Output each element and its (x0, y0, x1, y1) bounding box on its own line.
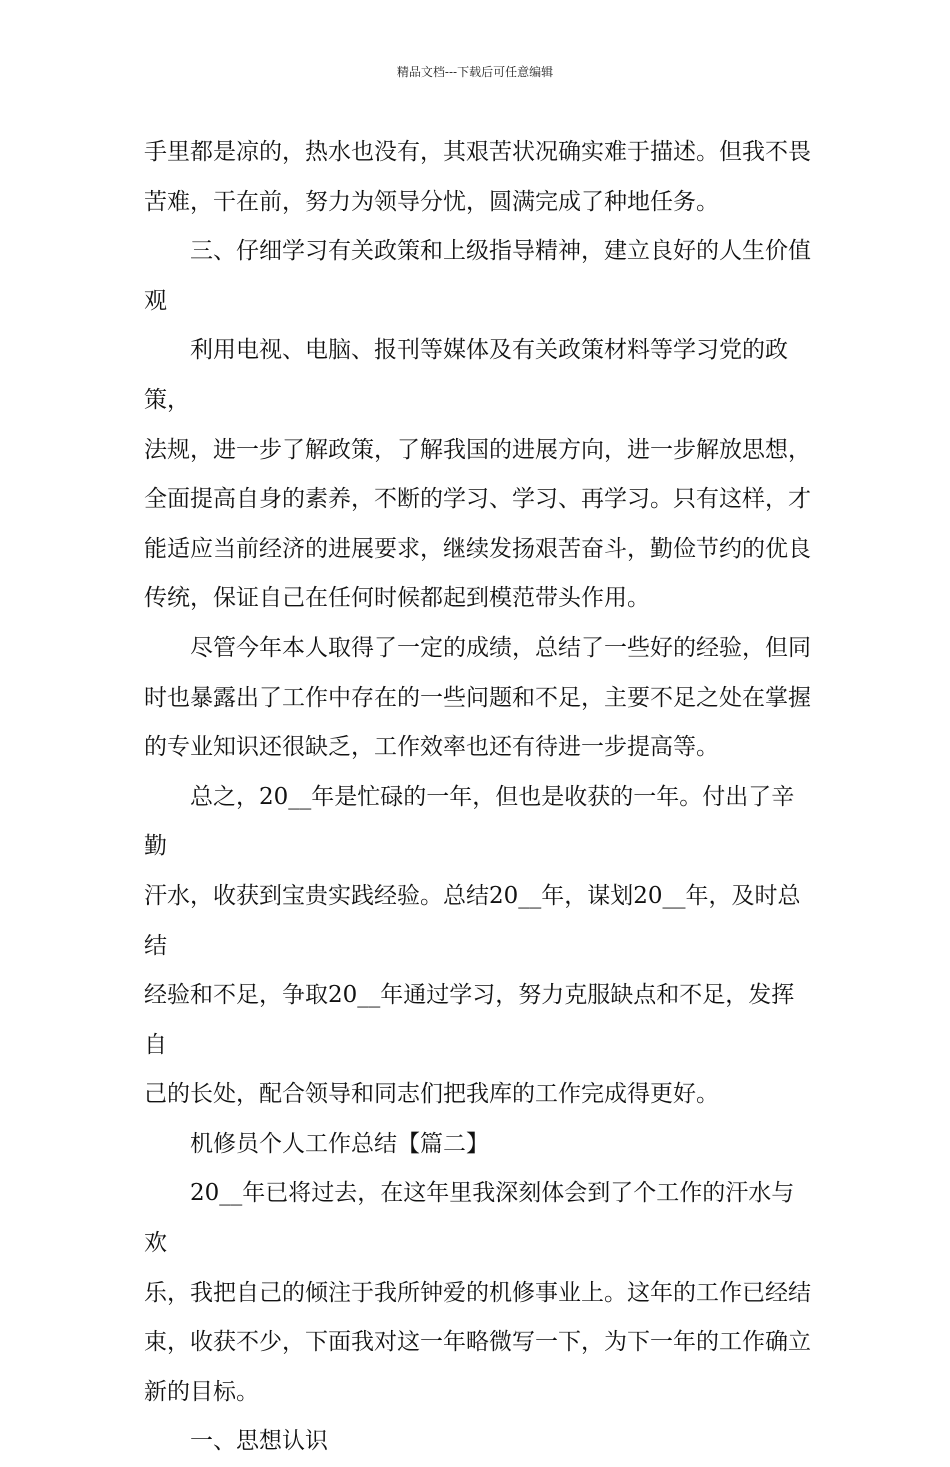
text-line: 尽管今年本人取得了一定的成绩，总结了一些好的经验，但同 (190, 634, 811, 661)
text-line: 手里都是凉的，热水也没有，其艰苦状况确实难于描述。但我不畏 (144, 139, 811, 165)
section-heading: 一、思想认识 (190, 1428, 328, 1455)
text-line: 总之，20__年是忙碌的一年，但也是收获的一年。付出了辛勤 (144, 783, 795, 860)
text-line: 经验和不足，争取20__年通过学习，努力克服缺点和不足，发挥自 (144, 982, 795, 1058)
text-line: 的专业知识还很缺乏，工作效率也还有待进一步提高等。 (144, 734, 719, 761)
text-line: 法规，进一步了解政策，了解我国的进展方向，进一步解放思想， (144, 436, 811, 463)
text-line: 时也暴露出了工作中存在的一些问题和不足，主要不足之处在掌握 (144, 684, 811, 711)
document-body (144, 128, 816, 1467)
text-line: 观 (144, 287, 167, 314)
text-line: 传统，保证自己在任何时候都起到模范带头作用。 (144, 585, 650, 612)
text-line: 全面提高自身的素养，不断的学习、学习、再学习。只有这样，才 (144, 486, 811, 513)
text-line: 利用电视、电脑、报刊等媒体及有关政策材料等学习党的政策， (144, 337, 788, 413)
text-line: 乐，我把自己的倾注于我所钟爱的机修事业上。这年的工作已经结 (144, 1279, 811, 1306)
text-line: 束，收获不少，下面我对这一年略微写一下，为下一年的工作确立 (144, 1329, 811, 1356)
page-header: 精品文档---下载后可任意编辑 (396, 65, 554, 79)
text-line: 苦难，干在前，努力为领导分忧，圆满完成了种地任务。 (144, 188, 719, 215)
article-title: 机修员个人工作总结【篇二】 (190, 1130, 489, 1157)
text-line: 能适应当前经济的进展要求，继续发扬艰苦奋斗，勤俭节约的优良 (144, 535, 811, 562)
text-line: 20__年已将过去，在这年里我深刻体会到了个工作的汗水与欢 (144, 1180, 795, 1257)
text-line: 汗水，收获到宝贵实践经验。总结20__年，谋划20__年，及时总结 (144, 882, 801, 959)
section-heading: 三、仔细学习有关政策和上级指导精神，建立良好的人生价值 (190, 238, 811, 265)
text-line: 己的长处，配合领导和同志们把我库的工作完成得更好。 (144, 1081, 719, 1108)
text-line: 新的目标。 (144, 1378, 259, 1405)
